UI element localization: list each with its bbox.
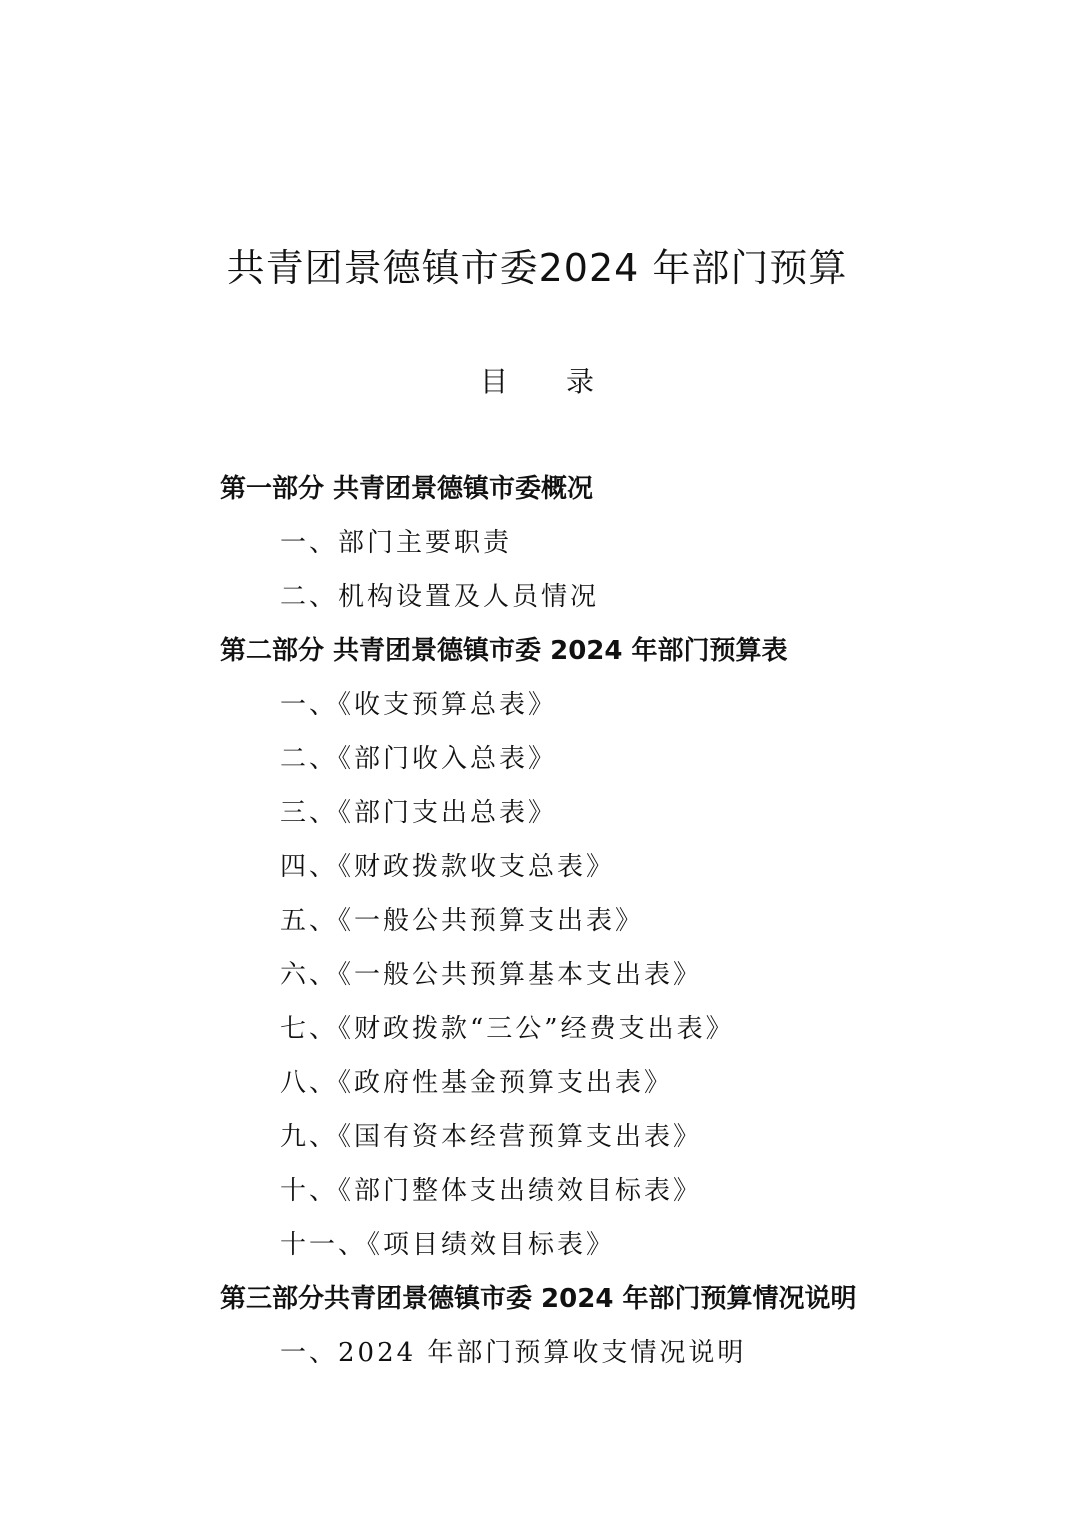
document-title: 共青团景德镇市委2024 年部门预算 xyxy=(226,246,848,290)
toc-item: 九、《国有资本经营预算支出表》 xyxy=(280,1122,703,1152)
toc-item: 二、《部门收入总表》 xyxy=(280,744,558,774)
toc-item: 一、2024 年部门预算收支情况说明 xyxy=(280,1338,747,1368)
toc-item: 一、部门主要职责 xyxy=(280,528,513,558)
toc-item: 十一、《项目绩效目标表》 xyxy=(280,1230,616,1260)
toc-item: 七、《财政拨款“三公”经费支出表》 xyxy=(280,1014,735,1044)
toc-item: 一、《收支预算总表》 xyxy=(280,690,558,720)
toc-item: 八、《政府性基金预算支出表》 xyxy=(280,1068,674,1098)
toc-item: 三、《部门支出总表》 xyxy=(280,798,558,828)
toc-item: 二、机构设置及人员情况 xyxy=(280,582,600,612)
toc-part-1-title: 第一部分 共青团景德镇市委概况 xyxy=(220,474,594,504)
toc-heading xyxy=(0,360,1074,404)
toc-part-2-title: 第二部分 共青团景德镇市委 2024 年部门预算表 xyxy=(220,636,788,666)
toc-item: 五、《一般公共预算支出表》 xyxy=(280,906,645,936)
toc-item: 四、《财政拨款收支总表》 xyxy=(280,852,616,882)
toc-part-3-title: 第三部分共青团景德镇市委 2024 年部门预算情况说明 xyxy=(220,1284,857,1314)
toc-item: 十、《部门整体支出绩效目标表》 xyxy=(280,1176,703,1206)
toc-heading-char-1: 目 xyxy=(479,365,508,398)
toc-heading-char-2: 录 xyxy=(566,365,595,398)
toc-item: 六、《一般公共预算基本支出表》 xyxy=(280,960,703,990)
